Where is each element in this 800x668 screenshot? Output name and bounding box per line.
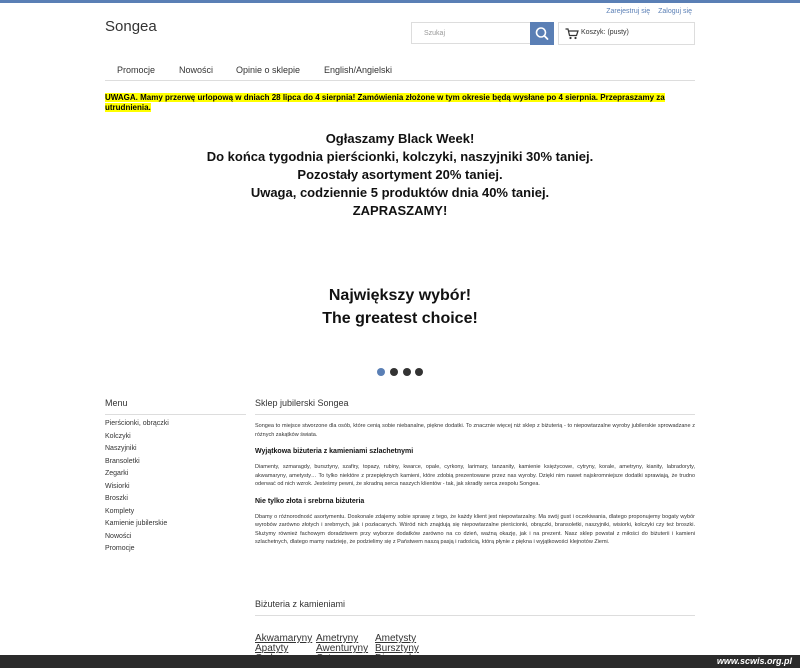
nav-english[interactable]: English/Angielski: [324, 65, 393, 75]
stone-link[interactable]: Apatyty: [255, 643, 289, 654]
search-input[interactable]: Szukaj: [411, 22, 530, 44]
slider-dot-4[interactable]: [415, 368, 423, 376]
stone-link[interactable]: Bursztyny: [375, 643, 419, 654]
nav-promocje[interactable]: Promocje: [117, 65, 156, 75]
menu-item-kolczyki[interactable]: Kolczyki: [105, 432, 131, 440]
user-links: [600, 8, 692, 15]
cart-label: Koszyk: (pusty): [581, 29, 629, 36]
login-link[interactable]: Zaloguj się: [658, 8, 692, 15]
slide-line-en: The greatest choice!: [322, 310, 478, 327]
menu-item-zegarki[interactable]: Zegarki: [105, 470, 129, 477]
menu-item-naszyjniki[interactable]: Naszyjniki: [105, 445, 137, 452]
menu-item-bransoletki[interactable]: Bransoletki: [105, 457, 140, 465]
menu-item-wisiorki[interactable]: Wisiorki: [105, 482, 130, 490]
menu-item-pierscionki[interactable]: Pierścionki, obrączki: [105, 420, 169, 427]
search-button[interactable]: [530, 22, 554, 45]
menu-item-promocje[interactable]: Promocje: [105, 545, 135, 552]
menu-title: Menu: [105, 398, 246, 415]
menu-item-broszki[interactable]: Broszki: [105, 495, 128, 502]
cart-box[interactable]: [558, 22, 695, 45]
stone-link[interactable]: Awenturyny: [316, 643, 369, 654]
jewels-section-title: Biżuteria z kamieniami: [255, 599, 695, 616]
promo-line: Ogłaszamy Black Week!: [325, 131, 475, 146]
menu-item-nowosci[interactable]: Nowości: [105, 532, 132, 540]
promo-banner: [105, 130, 695, 220]
main-nav: [105, 60, 695, 81]
promo-line: Pozostały asortyment 20% taniej.: [297, 167, 503, 182]
cart-icon: [565, 28, 579, 40]
stone-link[interactable]: Ametryny: [316, 633, 359, 644]
stone-link[interactable]: Ametysty: [375, 633, 417, 644]
content-heading-assortment: Nie tylko złota i srebrna biżuteria: [255, 497, 365, 505]
slide-line-pl: Największy wybór!: [328, 287, 472, 304]
menu-item-kamienie[interactable]: Kamienie jubilerskie: [105, 520, 168, 527]
site-logo[interactable]: Songea: [105, 18, 157, 35]
slider-slide: [105, 284, 695, 330]
notice-text: UWAGA. Mamy przerwę urlopową w dniach 28 lipca do 4 sierpnia! Zamówienia złożone w tym okresie będą wysłane po 4 sierpnia. Przepraszamy za utrudnienia.: [105, 93, 665, 112]
promo-line: Uwaga, codziennie 5 produktów dnia 40% taniej.: [250, 185, 550, 200]
slider-dot-2[interactable]: [390, 368, 398, 376]
nav-opinie[interactable]: Opinie o sklepie: [236, 65, 301, 75]
promo-line: ZAPRASZAMY!: [352, 203, 448, 218]
register-link[interactable]: Zarejestruj się: [606, 8, 651, 15]
slider-dot-3[interactable]: [403, 368, 411, 376]
shop-description: [255, 398, 695, 547]
content-heading-gems: Wyjątkowa biżuteria z kamieniami szlachetnymi: [255, 448, 414, 455]
menu-item-komplety[interactable]: Komplety: [105, 507, 135, 515]
content-paragraph-assortment: Dbamy o różnorodność asortymentu. Doskonale zdajemy sobie sprawę z tego, że każdy klient jest niepowtarzalny. Ma swój gust i oczekiwania, dlatego proponujemy bogaty wybór wyrobów zarówno złotych i srebrnych, jak i pozłacanych. Wśród nich znajdują się niepowtarzalne pierścionki, obrączki, bransoletki, naszyjniki, wisiorki, kolczyki czy też broszki. Służymy również fachowym doradztwem przy wyborze dodatków zarówno na co dzień, ważną okazję, jak i na prezent. Nasz sklep powstał z miłości do biżuterii i kamieni szlachetnych, dlatego mamy nadzieję, że podzielimy się z Państwem naszą pasją i radością, którą płynie z piękna i wyjątkowości klejnotów Ziemi.: [255, 513, 695, 545]
content-title: Sklep jubilerski Songea: [255, 398, 695, 415]
promo-line: Do końca tygodnia pierścionki, kolczyki, naszyjniki 30% taniej.: [206, 149, 594, 164]
nav-nowosci[interactable]: Nowości: [179, 65, 214, 75]
content-intro: Songea to miejsce stworzone dla osób, które cenią sobie niebanalne, piękne dodatki. To znacznie więcej niż sklep z biżuterią - to niepowtarzalne wyroby jubilerskie sprowadzane z różnych zakątków świata.: [255, 423, 695, 438]
watermark-text: www.scwis.org.pl: [716, 656, 792, 666]
watermark-bar: [0, 655, 800, 668]
top-accent-bar: [0, 0, 800, 3]
slider-dot-1[interactable]: [377, 368, 385, 376]
vacation-notice: [105, 93, 695, 113]
content-paragraph-gems: Diamenty, szmaragdy, bursztyny, szafiry, topazy, rubiny, kwarce, opale, cyrkony, larimary, tanzanity, kamienie księżycowe, cytryny, korale, ametryny, kianity, labradoryty, akwamaryny, ametysty… To tylko niektóre z przepięknych kamieni, które zdobią prezentowane przez nas wyroby. Dzięki nim nawet najskromniejsze dodatki sprawiają, że trudno oderwać od nich wzrok. Jesteśmy pewni, że skradną serca naszych klientów - tak, jak skradły serca zespołu Songea.: [255, 464, 695, 487]
search-icon: [530, 22, 554, 45]
stone-link[interactable]: Akwamaryny: [255, 633, 313, 644]
